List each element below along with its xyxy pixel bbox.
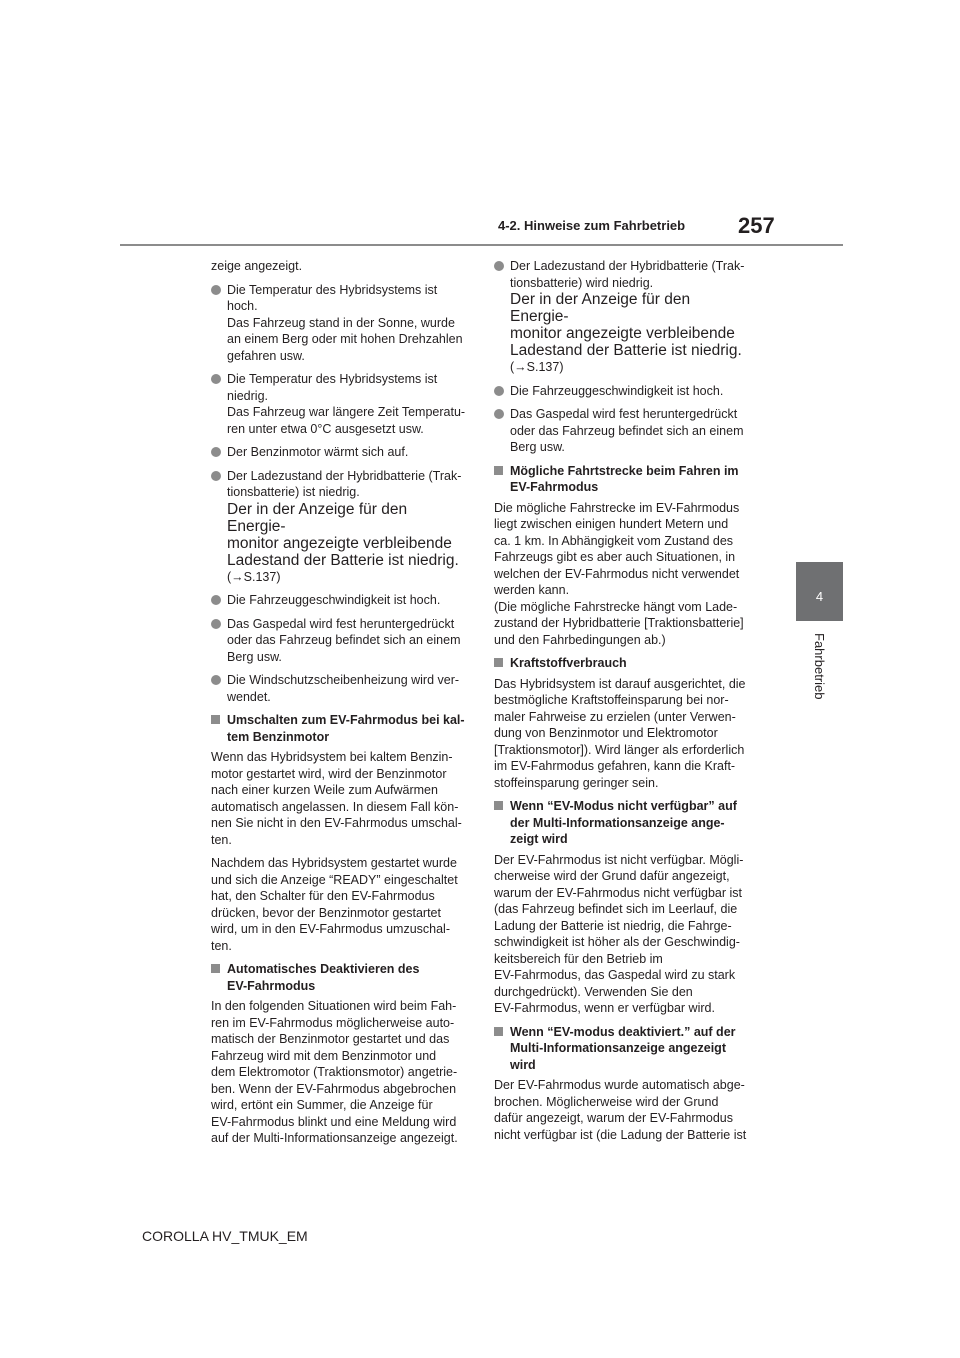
text-line: Berg usw.	[227, 649, 282, 664]
text-line: monitor angezeigte verbleibende	[227, 534, 452, 552]
bullet-dot-icon	[494, 409, 504, 419]
bullet-dot-icon	[211, 471, 221, 481]
body-paragraph	[211, 998, 469, 1147]
text-line: oder das Fahrzeug befindet sich an einem	[510, 423, 744, 438]
text-line: im EV-Fahrmodus gefahren, kann die Kraft-	[494, 759, 736, 773]
body-paragraph	[494, 500, 752, 649]
section-heading	[494, 1024, 752, 1074]
square-bullet-icon	[494, 466, 503, 475]
text-line: Wenn “EV-modus deaktiviert.” auf der	[510, 1024, 736, 1039]
right-column	[494, 258, 752, 1150]
text-line: EV-Fahrmodus, wenn er verfügbar wird.	[494, 1001, 715, 1015]
body-paragraph	[494, 676, 752, 792]
page-reference: (→S.137)	[510, 360, 564, 374]
text-line: brochen. Möglicherweise wird der Grund	[494, 1094, 719, 1109]
footer-model: COROLLA HV_TMUK_EM	[142, 1228, 308, 1244]
text-line: auf der Multi-Informationsanzeige angezeigt.	[211, 1131, 458, 1145]
text-line: ben. Wenn der EV-Fahrmodus abgebrochen	[211, 1081, 457, 1096]
bullet-item	[211, 371, 469, 437]
text-line: an einem Berg oder mit hohen Drehzahlen	[227, 332, 463, 346]
text-line: Die Temperatur des Hybridsystems ist	[227, 282, 438, 297]
bullet-dot-icon	[494, 261, 504, 271]
bullet-item	[211, 444, 469, 461]
text-line: matisch der Benzinmotor gestartet und das	[211, 1032, 450, 1046]
text-line: niedrig.	[227, 388, 268, 403]
text-line: oder das Fahrzeug befindet sich an einem	[227, 633, 461, 647]
text-line: nen Sie nicht in den EV-Fahrmodus umschal-	[211, 816, 462, 830]
text-line: tionsbatterie) ist niedrig.	[227, 485, 360, 499]
text-line: durchgedrückt). Verwenden Sie den	[494, 984, 693, 999]
section-heading	[494, 463, 752, 496]
text-line: EV-Fahrmodus blinkt und eine Meldung wird	[211, 1114, 457, 1129]
text-line: Automatisches Deaktivieren des	[227, 962, 420, 976]
left-column	[211, 258, 469, 1154]
text-line: schwindigkeit ist höher als der Geschwindig-	[494, 935, 740, 949]
text-line: zustand der Hybridbatterie [Traktionsbatterie]	[494, 616, 744, 630]
text-line: Das Hybridsystem ist darauf ausgerichtet, die	[494, 676, 746, 691]
chapter-tab	[796, 562, 843, 621]
text-line: drücken, bevor der Benzinmotor gestartet	[211, 905, 441, 920]
bullet-dot-icon	[211, 447, 221, 457]
text-line: gefahren usw.	[227, 348, 305, 363]
text-line: Der in der Anzeige für den Energie-	[227, 500, 408, 535]
text-line: Mögliche Fahrtstrecke beim Fahren im	[510, 463, 739, 478]
text-line: ca. 1 km. In Abhängigkeit vom Zustand des	[494, 533, 734, 548]
text-line: Nachdem das Hybridsystem gestartet wurde	[211, 856, 457, 870]
text-line: [Traktionsmotor]). Wird länger als erforderlich	[494, 742, 745, 757]
body-paragraph	[211, 855, 469, 954]
text-line: warum der EV-Fahrmodus nicht verfügbar ist	[494, 885, 743, 900]
text-line: (das Fahrzeug befindet sich im Leerlauf, die	[494, 902, 738, 916]
text-line: wendet.	[227, 689, 271, 704]
text-line: wird	[510, 1057, 536, 1072]
text-line: hoch.	[227, 299, 258, 313]
text-line: cherweise wird der Grund dafür angezeigt,	[494, 869, 730, 883]
text-line: und sich die Anzeige “READY” eingeschaltet	[211, 872, 458, 887]
text-line: Ladestand der Batterie ist niedrig.	[510, 342, 742, 359]
text-line: Das Fahrzeug war längere Zeit Temperatu-	[227, 405, 466, 419]
text-line: tionsbatterie) wird niedrig.	[510, 275, 654, 290]
text-line: und den Fahrbedingungen ab.)	[494, 632, 666, 647]
text-line: nach einer kurzen Weile zum Aufwärmen	[211, 783, 438, 797]
text-line: der Multi-Informationsanzeige ange-	[510, 815, 725, 830]
text-line: Das Fahrzeug stand in der Sonne, wurde	[227, 315, 455, 330]
text-line: bestmögliche Kraftstoffeinsparung bei nor-	[494, 693, 729, 707]
text-line: Die Fahrzeuggeschwindigkeit ist hoch.	[227, 593, 441, 607]
text-line: Ladestand der Batterie ist niedrig.	[227, 551, 459, 569]
text-line: stoffeinsparung geringer sein.	[494, 775, 659, 790]
text-line: dafür angezeigt, warum der EV-Fahrmodus	[494, 1111, 734, 1125]
text-line: wird, ertönt ein Summer, die Anzeige für	[211, 1098, 433, 1112]
text-line: Der Benzinmotor wärmt sich auf.	[227, 445, 409, 459]
bullet-dot-icon	[494, 386, 504, 396]
text-line: Kraftstoffverbrauch	[510, 656, 627, 670]
body-paragraph	[211, 749, 469, 848]
text-line: dem Elektromotor (Traktionsmotor) angetrie-	[211, 1065, 458, 1079]
text-line: ren im EV-Fahrmodus möglicherweise auto-	[211, 1015, 455, 1030]
section-heading	[211, 712, 469, 745]
bullet-dot-icon	[211, 675, 221, 685]
text-line: nicht verfügbar ist (die Ladung der Batterie ist	[494, 1127, 747, 1142]
text-line: welchen der EV-Fahrmodus nicht verwendet	[494, 566, 740, 581]
body-paragraph	[494, 852, 752, 1017]
text-line: motor gestartet wird, wird der Benzinmotor	[211, 766, 447, 781]
text-line: ten.	[211, 832, 232, 847]
text-line: Berg usw.	[510, 440, 565, 454]
square-bullet-icon	[494, 1027, 503, 1036]
bullet-item	[211, 468, 469, 586]
chapter-label: Fahrbetrieb	[812, 633, 827, 700]
text-line: wird, um in den EV-Fahrmodus umzuschal-	[211, 922, 450, 936]
bullet-dot-icon	[211, 374, 221, 384]
text-line: Umschalten zum EV-Fahrmodus bei kal-	[227, 713, 465, 727]
intro-text: zeige angezeigt.	[211, 259, 303, 273]
section-heading	[494, 655, 752, 672]
text-line: Wenn das Hybridsystem bei kaltem Benzin-	[211, 750, 453, 764]
text-line: dung von Benzinmotor und Elektromotor	[494, 726, 718, 740]
bullet-item	[494, 406, 752, 456]
square-bullet-icon	[211, 964, 220, 973]
text-line: Fahrzeug wird mit dem Benzinmotor und	[211, 1048, 437, 1063]
bullet-dot-icon	[211, 619, 221, 629]
text-line: Fahrzeugs gibt es aber auch Situationen, in	[494, 550, 736, 564]
text-line: Das Gaspedal wird fest heruntergedrückt	[510, 407, 738, 421]
bullet-item	[211, 592, 469, 609]
text-line: Das Gaspedal wird fest heruntergedrückt	[227, 616, 455, 631]
text-line: Der Ladezustand der Hybridbatterie (Trak-	[510, 259, 745, 273]
bullet-dot-icon	[211, 285, 221, 295]
bullet-item	[211, 282, 469, 365]
section-heading	[494, 798, 752, 848]
text-line: ten.	[211, 938, 232, 953]
header-rule	[120, 244, 843, 246]
text-line: liegt zwischen einigen hundert Metern und	[494, 517, 729, 531]
text-line: In den folgenden Situationen wird beim Fah-	[211, 999, 457, 1013]
page-reference: (→S.137)	[227, 569, 281, 584]
text-line: Der in der Anzeige für den Energie-	[510, 291, 691, 325]
text-line: automatisch angelassen. In diesem Fall kön-	[211, 799, 459, 814]
text-line: Die Windschutzscheibenheizung wird ver-	[227, 673, 460, 687]
text-line: Der Ladezustand der Hybridbatterie (Trak-	[227, 468, 462, 483]
text-line: Der EV-Fahrmodus wurde automatisch abge-	[494, 1078, 745, 1092]
text-line: Multi-Informationsanzeige angezeigt	[510, 1041, 726, 1055]
bullet-item	[494, 258, 752, 376]
text-line: monitor angezeigte verbleibende	[510, 325, 735, 342]
square-bullet-icon	[494, 658, 503, 667]
bullet-item	[211, 672, 469, 705]
chapter-tab-number: 4	[815, 589, 824, 604]
text-line: Der EV-Fahrmodus ist nicht verfügbar. Mögli-	[494, 852, 744, 867]
text-line: zeigt wird	[510, 832, 568, 846]
body-paragraph	[494, 1077, 752, 1143]
square-bullet-icon	[211, 715, 220, 724]
square-bullet-icon	[494, 801, 503, 810]
bullet-item	[494, 383, 752, 400]
text-line: Die Fahrzeuggeschwindigkeit ist hoch.	[510, 383, 724, 398]
text-line: werden kann.	[494, 583, 570, 597]
text-line: (Die mögliche Fahrstrecke hängt vom Lade-	[494, 599, 738, 614]
text-line: EV-Fahrmodus, das Gaspedal wird zu stark	[494, 968, 736, 982]
text-line: EV-Fahrmodus	[510, 480, 599, 494]
text-line: hat, den Schalter für den EV-Fahrmodus	[211, 889, 435, 903]
text-line: Ladung der Batterie ist niedrig, die Fahrge-	[494, 918, 732, 933]
text-line: keitsbereich für den Betrieb im	[494, 951, 663, 966]
section-heading	[211, 961, 469, 994]
bullet-dot-icon	[211, 595, 221, 605]
header-section-title: 4-2. Hinweise zum Fahrbetrieb	[498, 218, 686, 233]
bullet-item	[211, 616, 469, 666]
page-number: 257	[738, 213, 775, 238]
text-line: tem Benzinmotor	[227, 729, 330, 744]
text-line: maler Fahrweise zu erzielen (unter Verwen-	[494, 709, 736, 724]
text-line: ren unter etwa 0°C ausgesetzt usw.	[227, 421, 424, 436]
text-line: Die Temperatur des Hybridsystems ist	[227, 372, 438, 386]
text-line: Die mögliche Fahrstrecke im EV-Fahrmodus	[494, 500, 740, 515]
text-line: EV-Fahrmodus	[227, 978, 316, 993]
text-line: Wenn “EV-Modus nicht verfügbar” auf	[510, 799, 737, 813]
